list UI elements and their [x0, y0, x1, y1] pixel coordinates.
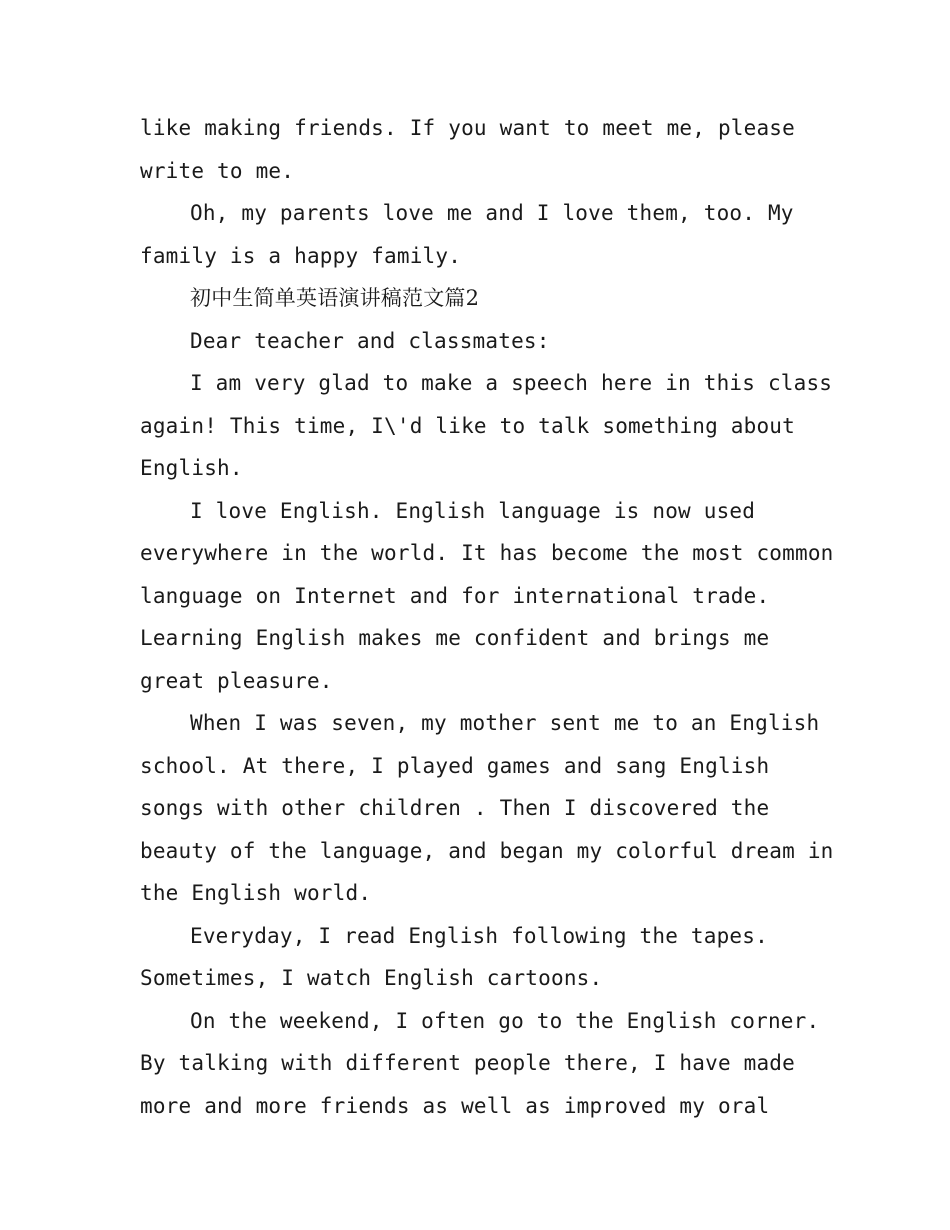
- text-line: language on Internet and for international trade.: [140, 583, 770, 608]
- text-line: beauty of the language, and began my colorful dream in: [140, 838, 834, 863]
- text-line: more and more friends as well as improved my oral: [140, 1093, 770, 1118]
- text-line: school. At there, I played games and sang English: [140, 753, 770, 778]
- salutation-line: Dear teacher and classmates:: [190, 328, 550, 353]
- paragraph-start-line: Everyday, I read English following the tapes.: [190, 923, 768, 948]
- text-line: again! This time, I\'d like to talk something about: [140, 413, 795, 438]
- text-line: By talking with different people there, I have made: [140, 1051, 795, 1075]
- text-line: songs with other children . Then I discovered the: [140, 796, 770, 820]
- paragraph-start-line: Oh, my parents love me and I love them, too. My: [190, 201, 794, 225]
- text-line: Sometimes, I watch English cartoons.: [140, 966, 603, 990]
- document-body: [140, 107, 834, 1127]
- text-line: family is a happy family.: [140, 243, 462, 268]
- paragraph-start-line: I am very glad to make a speech here in this class: [190, 371, 833, 395]
- text-line: like making friends. If you want to meet me, please: [140, 116, 795, 140]
- paragraph-start-line: When I was seven, my mother sent me to an English: [190, 711, 820, 735]
- paragraph-start-line: On the weekend, I often go to the English corner.: [190, 1008, 820, 1033]
- text-line: the English world.: [140, 881, 372, 905]
- section-heading: 初中生简单英语演讲稿范文篇2: [190, 286, 480, 310]
- text-line: great pleasure.: [140, 668, 333, 693]
- text-line: Learning English makes me confident and brings me: [140, 626, 770, 650]
- text-line: write to me.: [140, 158, 295, 183]
- text-line: everywhere in the world. It has become the most common: [140, 541, 834, 565]
- paragraph-start-line: I love English. English language is now used: [190, 498, 756, 523]
- text-line: English.: [140, 456, 243, 480]
